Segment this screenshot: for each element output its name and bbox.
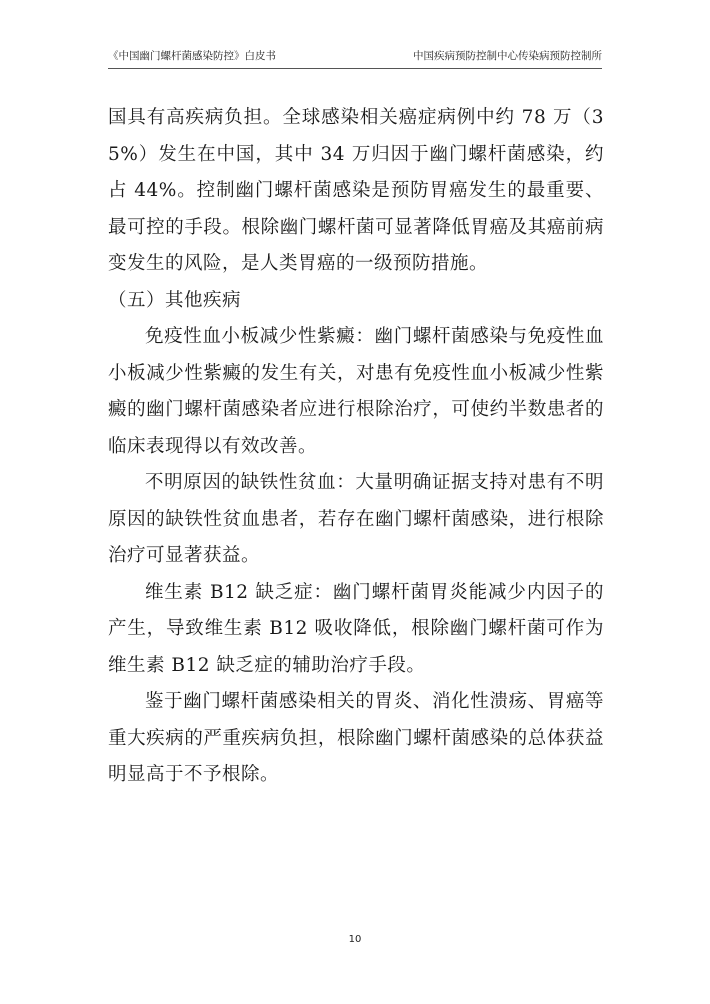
paragraph-conclusion: 鉴于幽门螺杆菌感染相关的胃炎、消化性溃疡、胃癌等重大疾病的严重疾病负担，根除幽门螺杆菌感染的总体获益明显高于不予根除。 (108, 691, 604, 785)
header-document-title: 《中国幽门螺杆菌感染防控》白皮书 (108, 50, 276, 62)
section-heading-other-diseases: （五）其他疾病 (108, 289, 242, 311)
document-body (108, 100, 604, 794)
header-organization: 中国疾病预防控制中心传染病预防控制所 (413, 50, 602, 62)
paragraph-iron-deficiency-anemia: 不明原因的缺铁性贫血：大量明确证据支持对患有不明原因的缺铁性贫血患者，若存在幽门螺杆菌感染，进行根除治疗可显著获益。 (108, 472, 604, 566)
page-number: 10 (348, 934, 362, 945)
paragraph-gastric-cancer-burden: 国具有高疾病负担。全球感染相关癌症病例中约 78 万（35%）发生在中国，其中 34 万归因于幽门螺杆菌感染，约占 44%。控制幽门螺杆菌感染是预防胃癌发生的最重要、最可控的手段。根除幽门螺杆菌可显著降低胃癌及其癌前病变发生的风险，是人类胃癌的一级预防措施。 (108, 107, 604, 274)
header-divider (108, 68, 602, 69)
paragraph-itp: 免疫性血小板减少性紫癜：幽门螺杆菌感染与免疫性血小板减少性紫癜的发生有关，对患有免疫性血小板减少性紫癜的幽门螺杆菌感染者应进行根除治疗，可使约半数患者的临床表现得以有效改善。 (108, 326, 604, 457)
page-header (108, 48, 602, 64)
paragraph-b12-deficiency: 维生素 B12 缺乏症：幽门螺杆菌胃炎能减少内因子的产生，导致维生素 B12 吸收降低，根除幽门螺杆菌可作为维生素 B12 缺乏症的辅助治疗手段。 (108, 581, 604, 676)
